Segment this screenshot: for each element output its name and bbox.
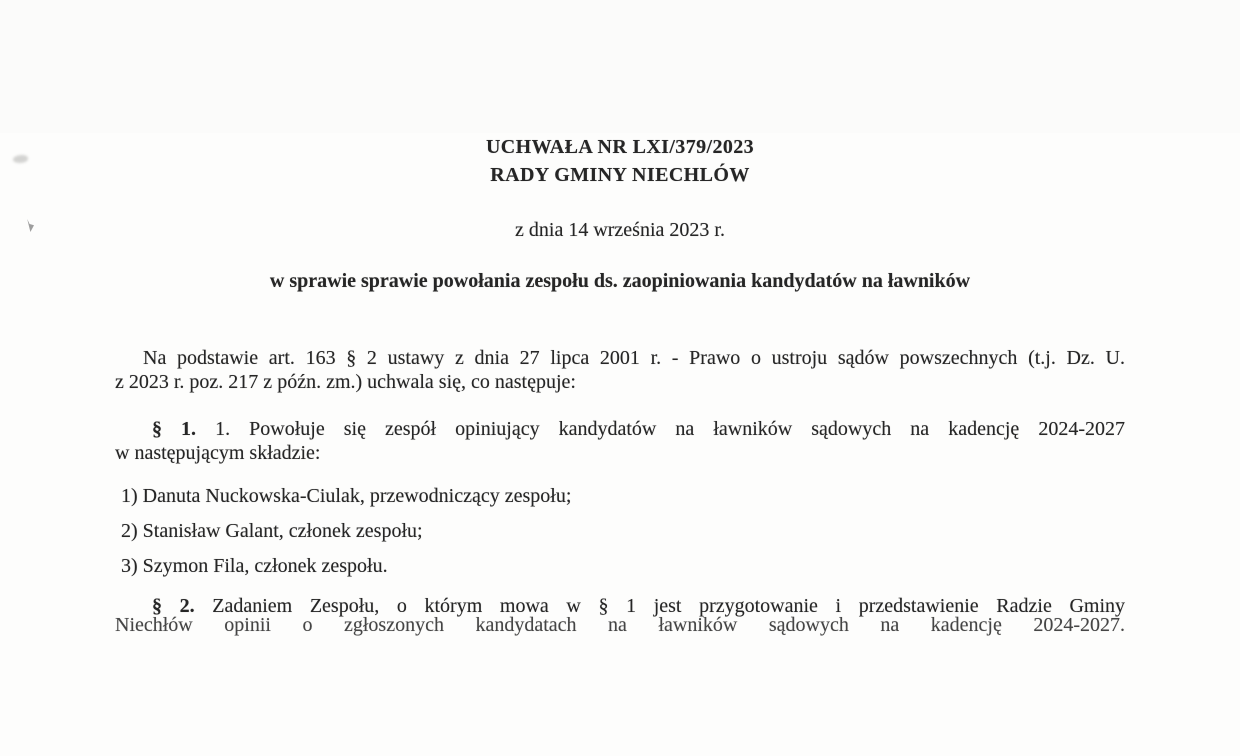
- scan-artifact-speck: [13, 155, 28, 163]
- paragraph-1-line2: w następującym składzie:: [115, 442, 321, 464]
- cutoff-line-partial: Niechłów opinii o zgłoszonych kandydatach na ławników sądowych na kadencję 2024-2027.: [115, 614, 1125, 636]
- resolution-title-authority: RADY GMINY NIECHLÓW: [490, 164, 750, 186]
- paragraph-1-text: 1. Powołuje się zespół opiniujący kandydatów na ławników sądowych na kadencję 2024-2027: [215, 418, 1125, 440]
- scan-artifact-mark: [26, 219, 34, 232]
- resolution-date: z dnia 14 września 2023 r.: [515, 219, 725, 241]
- legal-basis-paragraph: [115, 346, 1125, 394]
- legal-basis-line1: Na podstawie art. 163 § 2 ustawy z dnia 27 lipca 2001 r. - Prawo o ustroju sądów powszechnych (t.j. Dz. U.: [143, 347, 1125, 369]
- list-item-member-2: 2) Stanisław Galant, członek zespołu;: [121, 520, 423, 542]
- paragraph-1: [115, 417, 1125, 465]
- committee-member-list: [121, 484, 1125, 578]
- cutoff-text-strip: [115, 613, 1125, 636]
- list-item-member-1: 1) Danuta Nuckowska-Ciulak, przewodniczący zespołu;: [121, 485, 572, 507]
- paragraph-2-number: § 2.: [152, 595, 195, 617]
- list-item-member-3: 3) Szymon Fila, członek zespołu.: [121, 555, 388, 577]
- paragraph-1-number: § 1.: [152, 418, 197, 440]
- resolution-title-number: UCHWAŁA NR LXI/379/2023: [485, 136, 755, 158]
- legal-basis-line2: z 2023 r. poz. 217 z późn. zm.) uchwala się, co następuje:: [115, 371, 576, 393]
- document-page: [0, 133, 1240, 756]
- paragraph-2-text: Zadaniem Zespołu, o którym mowa w § 1 jest przygotowanie i przedstawienie Radzie Gminy: [212, 595, 1125, 617]
- resolution-subject: w sprawie sprawie powołania zespołu ds. zaopiniowania kandydatów na ławników: [269, 270, 971, 292]
- paragraph-1-line1: [115, 417, 1125, 441]
